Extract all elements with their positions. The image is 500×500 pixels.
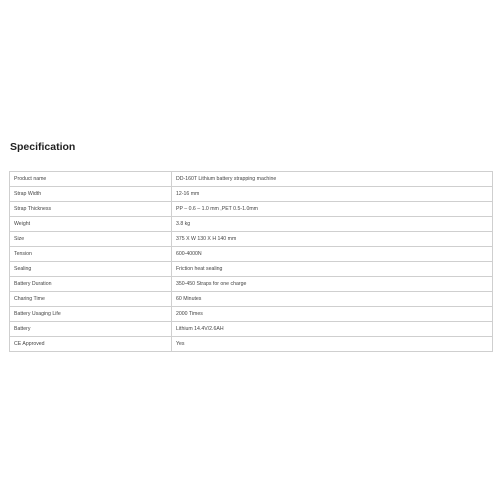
section-title: Specification: [10, 141, 76, 153]
spec-value: Friction heat sealing: [172, 262, 493, 277]
spec-label: Weight: [10, 217, 172, 232]
spec-label: Battery: [10, 322, 172, 337]
spec-label: Strap Width: [10, 187, 172, 202]
spec-value: 350-450 Straps for one charge: [172, 277, 493, 292]
table-row: [10, 307, 493, 322]
spec-label: Battery Duration: [10, 277, 172, 292]
table-row: [10, 322, 493, 337]
spec-value: 12-16 mm: [172, 187, 493, 202]
table-row: [10, 247, 493, 262]
spec-label: CE Approved: [10, 337, 172, 352]
spec-value: 375 X W 130 X H 140 mm: [172, 232, 493, 247]
table-row: [10, 217, 493, 232]
table-row: [10, 187, 493, 202]
spec-value: DD-160T Lithium battery strapping machine: [172, 172, 493, 187]
spec-value: PP – 0.6 – 1.0 mm ,PET 0.5-1.0mm: [172, 202, 493, 217]
spec-value: 3.8 kg: [172, 217, 493, 232]
table-row: [10, 262, 493, 277]
spec-label: Sealing: [10, 262, 172, 277]
table-row: [10, 172, 493, 187]
table-row: [10, 277, 493, 292]
spec-value: 2000 Times: [172, 307, 493, 322]
spec-value: Lithium 14.4V/2.6AH: [172, 322, 493, 337]
table-row: [10, 232, 493, 247]
spec-value: 600-4000N: [172, 247, 493, 262]
spec-value: 60 Minutes: [172, 292, 493, 307]
table-row: [10, 292, 493, 307]
table-row: [10, 202, 493, 217]
spec-label: Size: [10, 232, 172, 247]
table-row: [10, 337, 493, 352]
spec-label: Strap Thickness: [10, 202, 172, 217]
spec-label: Tension: [10, 247, 172, 262]
spec-value: Yes: [172, 337, 493, 352]
spec-label: Charing Time: [10, 292, 172, 307]
spec-label: Battery Usaging Life: [10, 307, 172, 322]
specification-table: [9, 171, 493, 352]
spec-label: Product name: [10, 172, 172, 187]
